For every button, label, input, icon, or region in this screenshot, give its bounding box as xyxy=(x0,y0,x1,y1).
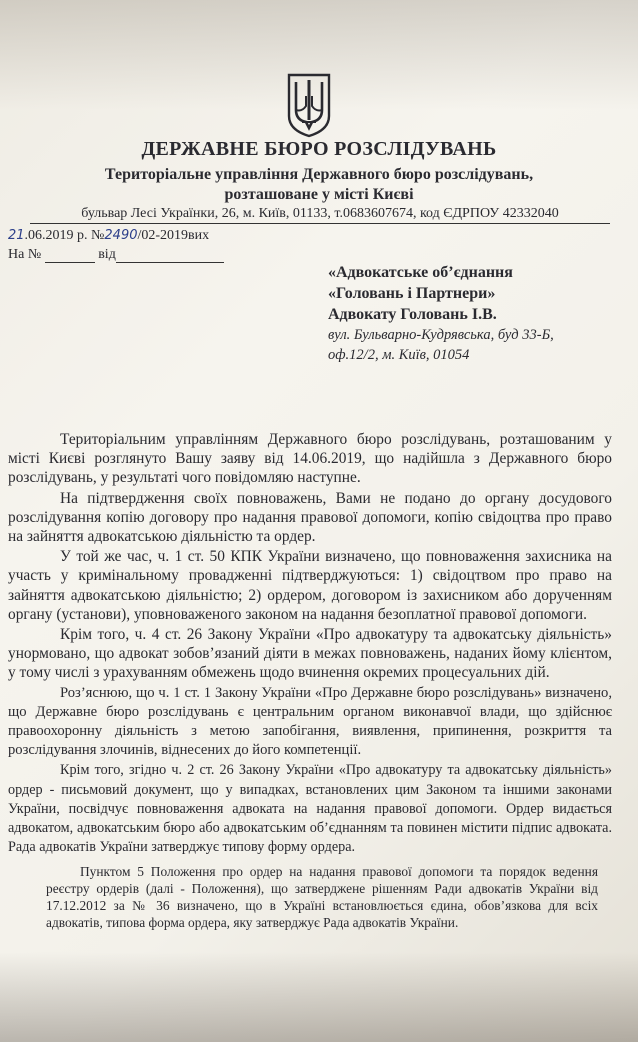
addressee-org-line1: «Адвокатське об’єднання xyxy=(328,264,513,281)
letter-body xyxy=(8,430,612,931)
paragraph-6: Крім того, згідно ч. 2 ст. 26 Закону України «Про адвокатуру та адвокатську діяльність» ордер - письмовий документ, що у випадках, встановлених цим Законом та іншими законами України, посвідчує повноваження адвоката на надання правової допомоги. Ордер видається адвокатом, адвокатським бюро або адвокатським об’єднанням та повинен містити підпис адвоката. Рада адвокатів України затверджує типову форму ордера. xyxy=(8,762,612,856)
addressee-block xyxy=(328,262,624,365)
addressee-name: Адвокату Головань І.В. xyxy=(328,306,497,323)
page-shadow-bottom xyxy=(0,952,638,1042)
incoming-date-blank xyxy=(116,246,224,263)
addressee-org-line2: «Головань і Партнери» xyxy=(328,285,496,302)
paragraph-7: Пунктом 5 Положення про ордер на надання правової допомоги та порядок ведення реєстру ордерів (далі - Положення), що затверджене рішенням Ради адвокатів України від 17.12.2012 за № 36 визначено, що в Україні встановлюється єдина, обов’язкова для всіх адвокатів, типова форма ордера, яку затверджує Рада адвокатів України. xyxy=(46,864,598,931)
department-name: Територіальне управління Державного бюро розслідувань, xyxy=(104,166,534,183)
paragraph-5: Роз’яснюю, що ч. 1 ст. 1 Закону України «Про Державне бюро розслідувань» визначено, що Державне бюро розслідувань є центральним органом виконавчої влади, що здійснює правоохоронну діяльність з метою запобігання, виявлення, припинення, розкриття та розслідування злочинів, віднесених до його компетенції. xyxy=(8,684,612,759)
outgoing-number: 2490 xyxy=(104,228,138,243)
incoming-number-label: На № xyxy=(8,247,42,262)
outgoing-date: .06.2019 р. № xyxy=(24,228,105,243)
paragraph-3: У той же час, ч. 1 ст. 50 КПК України визначено, що повноваження захисника на участь у кримінальному провадженні підтверджуються: 1) свідоцтвом про право на зайняття адвокатською діяльністю; 2) ордером, договором із захисником або дорученням органу (установи), уповноваженого законом на надання безоплатної правової допомоги. xyxy=(8,548,612,623)
incoming-date-label: від xyxy=(98,247,116,262)
outgoing-suffix: /02-2019вих xyxy=(137,228,210,243)
paragraph-4: Крім того, ч. 4 ст. 26 Закону України «Про адвокатуру та адвокатську діяльність» унормовано, що адвокат зобов’язаний діяти в межах повноважень, наданих йому клієнтом, у тому числі з урахуванням обмежень щодо вчинення окремих процесуальних дій. xyxy=(8,626,612,682)
paragraph-1: Територіальним управлінням Державного бюро розслідувань, розташованим у місті Києві розглянуто Вашу заяву від 14.06.2019, що надійшла з Державного бюро розслідувань, у результаті чого повідомляю наступне. xyxy=(8,431,612,487)
bureau-address: бульвар Лесі Українки, 26, м. Київ, 01133, т.0683607674, код ЄДРПОУ 42332040 xyxy=(30,206,610,224)
outgoing-day: 21 xyxy=(8,228,25,243)
addressee-city: оф.12/2, м. Київ, 01054 xyxy=(328,347,470,363)
bureau-title: ДЕРЖАВНЕ БЮРО РОЗСЛІДУВАНЬ xyxy=(141,138,497,160)
department-location: розташоване у місті Києві xyxy=(224,186,414,203)
outgoing-reference xyxy=(8,228,209,244)
paragraph-2: На підтвердження своїх повноважень, Вами не подано до органу досудового розслідування копію договору про надання правової допомоги, копію свідоцтва про право на зайняття адвокатською діяльністю та ордер. xyxy=(8,489,612,546)
incoming-reference xyxy=(8,246,224,263)
trident-emblem-icon xyxy=(286,72,332,138)
addressee-street: вул. Бульварно-Кудрявська, буд 33-Б, xyxy=(328,327,554,343)
incoming-number-blank xyxy=(45,246,95,263)
